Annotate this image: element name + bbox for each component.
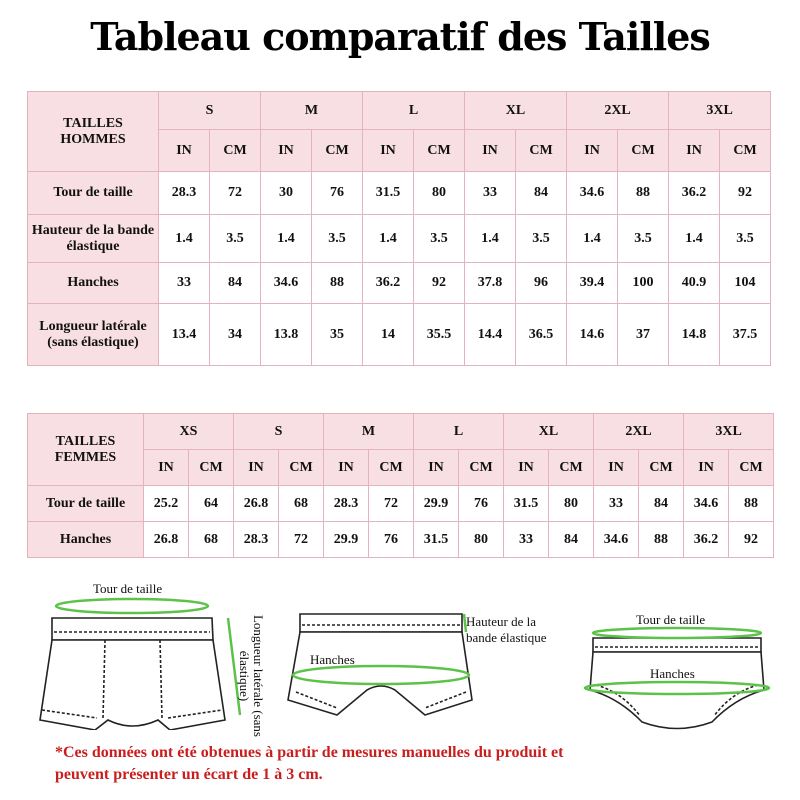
cell: 33 (504, 522, 549, 558)
size-header: S (159, 92, 261, 130)
cell: 33 (594, 486, 639, 522)
size-header: L (414, 414, 504, 450)
cell: 88 (312, 263, 363, 304)
table-row (28, 263, 771, 304)
cell: 28.3 (324, 486, 369, 522)
unit-cm: CM (279, 450, 324, 486)
cell: 92 (729, 522, 774, 558)
cell: 34.6 (261, 263, 312, 304)
size-header: M (324, 414, 414, 450)
table-row (28, 486, 774, 522)
women-header-label (28, 414, 144, 486)
cell: 1.4 (363, 215, 414, 263)
cell: 84 (549, 522, 594, 558)
cell: 1.4 (261, 215, 312, 263)
trunk-hips-label: Hanches (310, 652, 355, 667)
table-row (28, 215, 771, 263)
cell: 29.9 (414, 486, 459, 522)
unit-in: IN (363, 130, 414, 172)
cell: 31.5 (414, 522, 459, 558)
cell: 68 (279, 486, 324, 522)
cell: 68 (189, 522, 234, 558)
cell: 3.5 (720, 215, 771, 263)
cell: 84 (210, 263, 261, 304)
cell: 3.5 (210, 215, 261, 263)
brief-waist-label: Tour de taille (636, 612, 706, 627)
unit-cm: CM (459, 450, 504, 486)
unit-in: IN (234, 450, 279, 486)
unit-in: IN (567, 130, 618, 172)
size-header: XL (465, 92, 567, 130)
cell: 29.9 (324, 522, 369, 558)
size-header: S (234, 414, 324, 450)
unit-in: IN (159, 130, 210, 172)
cell: 35.5 (414, 304, 465, 366)
unit-in: IN (261, 130, 312, 172)
men-header-text: TAILLES HOMMES (60, 115, 126, 147)
unit-cm: CM (720, 130, 771, 172)
cell: 25.2 (144, 486, 189, 522)
cell: 35 (312, 304, 363, 366)
boxer-side-label: Longueur latérale (sans élastique) (237, 614, 266, 737)
row-label: Longueur latérale (sans élastique) (28, 304, 159, 366)
cell: 104 (720, 263, 771, 304)
size-header: 2XL (567, 92, 669, 130)
table-row (28, 304, 771, 366)
cell: 40.9 (669, 263, 720, 304)
cell: 28.3 (234, 522, 279, 558)
cell: 28.3 (159, 172, 210, 215)
cell: 3.5 (618, 215, 669, 263)
cell: 36.2 (363, 263, 414, 304)
unit-cm: CM (639, 450, 684, 486)
cell: 13.8 (261, 304, 312, 366)
size-header: XS (144, 414, 234, 450)
cell: 88 (639, 522, 684, 558)
cell: 1.4 (669, 215, 720, 263)
trunk-band-label: Hauteur de la bande élastique (466, 614, 547, 645)
cell: 3.5 (414, 215, 465, 263)
unit-in: IN (465, 130, 516, 172)
unit-in: IN (504, 450, 549, 486)
unit-cm: CM (189, 450, 234, 486)
cell: 26.8 (234, 486, 279, 522)
unit-cm: CM (729, 450, 774, 486)
cell: 34 (210, 304, 261, 366)
unit-in: IN (684, 450, 729, 486)
cell: 72 (210, 172, 261, 215)
cell: 84 (639, 486, 684, 522)
cell: 37 (618, 304, 669, 366)
cell: 31.5 (504, 486, 549, 522)
cell: 34.6 (567, 172, 618, 215)
cell: 76 (369, 522, 414, 558)
cell: 88 (618, 172, 669, 215)
table-row (28, 172, 771, 215)
unit-cm: CM (549, 450, 594, 486)
size-header: 3XL (669, 92, 771, 130)
cell: 1.4 (567, 215, 618, 263)
row-label: Hauteur de la bande élastique (28, 215, 159, 263)
cell: 1.4 (465, 215, 516, 263)
row-label: Hanches (28, 522, 144, 558)
size-header: 2XL (594, 414, 684, 450)
unit-cm: CM (618, 130, 669, 172)
cell: 14.8 (669, 304, 720, 366)
cell: 96 (516, 263, 567, 304)
cell: 31.5 (363, 172, 414, 215)
size-header: M (261, 92, 363, 130)
cell: 64 (189, 486, 234, 522)
cell: 14.6 (567, 304, 618, 366)
cell: 37.5 (720, 304, 771, 366)
cell: 30 (261, 172, 312, 215)
cell: 13.4 (159, 304, 210, 366)
row-label: Hanches (28, 263, 159, 304)
table-row (28, 522, 774, 558)
measurement-disclaimer: *Ces données ont été obtenues à partir de mesures manuelles du produit et peuvent présenter un écart de 1 à 3 cm. (55, 744, 564, 783)
cell: 72 (279, 522, 324, 558)
cell: 92 (720, 172, 771, 215)
boxer-waist-label: Tour de taille (93, 581, 163, 596)
cell: 34.6 (684, 486, 729, 522)
unit-in: IN (414, 450, 459, 486)
cell: 80 (414, 172, 465, 215)
cell: 14.4 (465, 304, 516, 366)
page-title: Tableau comparatif des Tailles (90, 14, 710, 59)
cell: 76 (459, 486, 504, 522)
boxer-illustration (40, 618, 225, 730)
brief-hips-label: Hanches (650, 666, 695, 681)
cell: 34.6 (594, 522, 639, 558)
cell: 36.5 (516, 304, 567, 366)
unit-cm: CM (516, 130, 567, 172)
women-size-table (27, 413, 774, 558)
cell: 88 (729, 486, 774, 522)
cell: 37.8 (465, 263, 516, 304)
cell: 92 (414, 263, 465, 304)
row-label: Tour de taille (28, 486, 144, 522)
size-header: 3XL (684, 414, 774, 450)
cell: 76 (312, 172, 363, 215)
cell: 33 (159, 263, 210, 304)
cell: 80 (459, 522, 504, 558)
cell: 26.8 (144, 522, 189, 558)
cell: 14 (363, 304, 414, 366)
cell: 84 (516, 172, 567, 215)
size-header: L (363, 92, 465, 130)
unit-cm: CM (312, 130, 363, 172)
cell: 39.4 (567, 263, 618, 304)
unit-in: IN (594, 450, 639, 486)
cell: 36.2 (669, 172, 720, 215)
cell: 80 (549, 486, 594, 522)
cell: 3.5 (312, 215, 363, 263)
unit-cm: CM (414, 130, 465, 172)
women-header-text: TAILLES FEMMES (54, 433, 117, 465)
size-header: XL (504, 414, 594, 450)
brief-waist-measure (593, 628, 761, 638)
cell: 72 (369, 486, 414, 522)
men-header-label (28, 92, 159, 172)
unit-in: IN (144, 450, 189, 486)
boxer-waist-measure (56, 599, 208, 613)
cell: 100 (618, 263, 669, 304)
cell: 3.5 (516, 215, 567, 263)
unit-in: IN (669, 130, 720, 172)
row-label: Tour de taille (28, 172, 159, 215)
cell: 33 (465, 172, 516, 215)
unit-in: IN (324, 450, 369, 486)
men-size-table (27, 91, 771, 366)
cell: 1.4 (159, 215, 210, 263)
cell: 36.2 (684, 522, 729, 558)
unit-cm: CM (369, 450, 414, 486)
unit-cm: CM (210, 130, 261, 172)
